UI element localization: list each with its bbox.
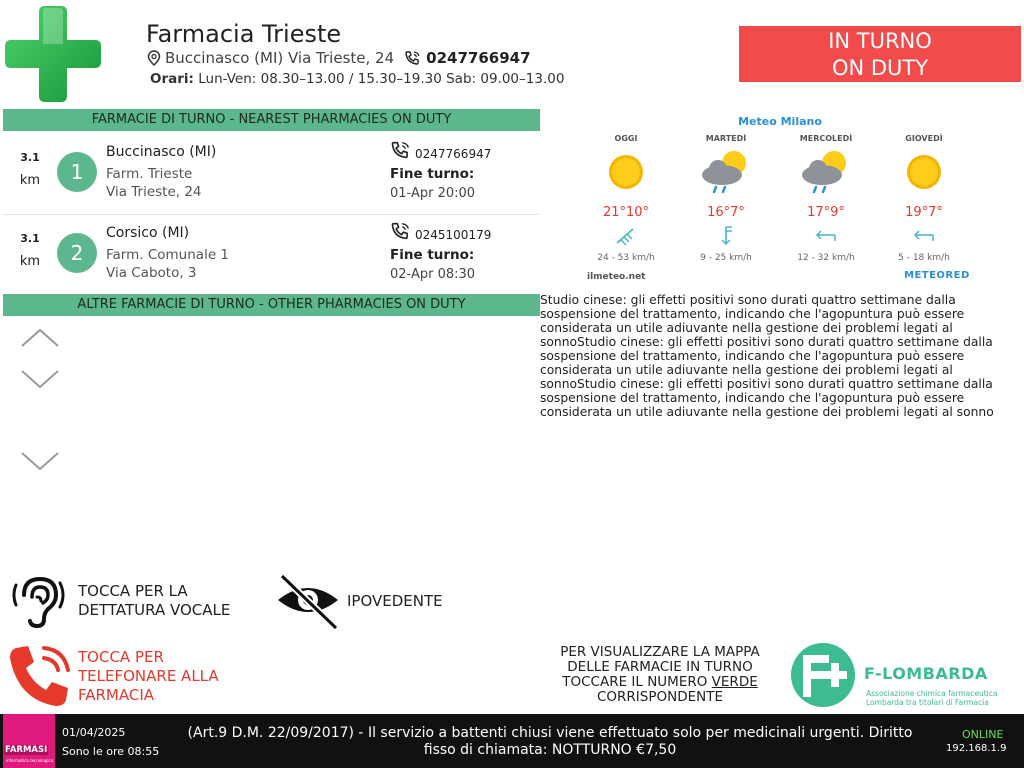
entry-city: Buccinasco (MI) xyxy=(106,144,217,160)
pharmacy-cross-logo xyxy=(3,4,103,104)
footer-time: Sono le ore 08:55 xyxy=(62,745,160,758)
weather-day: OGGI 21°10° 24 - 53 km/h xyxy=(597,134,655,263)
sun-icon xyxy=(598,149,654,195)
map-number-button[interactable]: 2 xyxy=(57,233,97,273)
distance: 3.1 km xyxy=(19,151,41,188)
map-number-button[interactable]: 1 xyxy=(57,152,97,192)
duty-badge-line1: IN TURNO xyxy=(828,29,932,53)
weather-day: MARTEDÌ 16°7° 9 - 25 km/h xyxy=(676,134,776,263)
entry-name: Farm. Trieste xyxy=(106,166,193,182)
end-shift-label: Fine turno: xyxy=(390,247,475,263)
eye-slash-icon[interactable] xyxy=(274,572,342,632)
pharmacy-name: Farmacia Trieste xyxy=(146,20,342,48)
federation-name: F-LOMBARDA xyxy=(864,664,988,683)
hours-value: Lun-Ven: 08.30–13.00 / 15.30–19.30 Sab: 09.00–13.00 xyxy=(198,71,565,87)
footer-notice: (Art.9 D.M. 22/09/2017) - Il servizio a battenti chiusi viene effettuato solo per medicinali urgenti. Diritto fisso di chiamata: NOTTURNO €7,50 xyxy=(187,725,913,758)
phone-call-icon[interactable] xyxy=(6,642,76,710)
distance: 3.1 km xyxy=(19,232,41,269)
ip-address: 192.168.1.9 xyxy=(946,743,1007,754)
location-pin-icon xyxy=(147,50,161,66)
footer-date: 01/04/2025 xyxy=(62,726,126,739)
pharmacy-entry[interactable] xyxy=(3,134,540,215)
news-text: Studio cinese: gli effetti positivi sono durati quattro settimane dalla sospensione del trattamento, indicando che l'agopuntura può essere considerata un utile adiuvante nella gestione dei problemi legati al sonnoStudio cinese: gli effetti positivi sono durati quattro settimane dalla sospensione del trattamento, indicando che l'agopuntura può essere considerata un utile adiuvante nella gestione dei problemi legati al sonnoStudio cinese: gli effetti positivi sono durati quattro settimane dalla sospensione del trattamento, indicando che l'agopuntura può essere considerata un utile adiuvante nella gestione dei problemi legati al sonno xyxy=(540,293,994,419)
hours-label: Orari: xyxy=(150,71,194,87)
wind-direction-icon xyxy=(713,224,739,246)
entry-street: Via Caboto, 3 xyxy=(106,265,197,281)
nearest-pharmacies-header: FARMACIE DI TURNO - NEAREST PHARMACIES ON DUTY xyxy=(3,109,540,131)
weather-source[interactable]: ilmeteo.net xyxy=(587,272,646,282)
end-shift-value: 01-Apr 20:00 xyxy=(390,186,476,201)
entry-street: Via Trieste, 24 xyxy=(106,184,202,200)
entry-name: Farm. Comunale 1 xyxy=(106,247,230,263)
federation-subtitle: Associazione chimica farmaceutica Lombarda tra titolari di Farmacia xyxy=(866,689,998,707)
entry-phone[interactable]: 0247766947 xyxy=(390,139,491,161)
sun-cloud-rain-icon xyxy=(698,149,754,195)
weather-widget xyxy=(580,112,980,287)
sun-cloud-rain-icon xyxy=(798,149,854,195)
chevron-down-icon[interactable] xyxy=(20,451,60,471)
call-pharmacy-button[interactable]: TOCCA PER TELEFONARE ALLA FARMACIA xyxy=(78,648,219,704)
end-shift-label: Fine turno: xyxy=(390,166,475,182)
weather-title: Meteo Milano xyxy=(738,115,822,128)
chevron-up-icon[interactable] xyxy=(20,328,60,348)
weather-day: GIOVEDÌ 19°7° 5 - 18 km/h xyxy=(874,134,974,263)
phone-icon xyxy=(390,139,412,161)
weather-day: MERCOLEDÌ 17°9° 12 - 32 km/h xyxy=(797,134,855,263)
wind-direction-icon xyxy=(813,224,839,246)
wind-direction-icon xyxy=(911,224,937,246)
weather-provider-logo[interactable]: METEORED xyxy=(904,270,970,281)
farmasi-logo: FARMASI informatica tecnologica xyxy=(3,714,55,768)
pharmacy-entry[interactable] xyxy=(3,215,540,295)
wind-direction-icon xyxy=(613,224,639,246)
f-lombarda-logo xyxy=(789,641,859,709)
phone-icon xyxy=(390,220,412,242)
entry-phone[interactable]: 0245100179 xyxy=(390,220,491,242)
duty-badge-line2: ON DUTY xyxy=(831,56,929,80)
pharmacy-address: Buccinasco (MI) Via Trieste, 24 xyxy=(165,49,395,67)
voice-dictation-button[interactable]: TOCCA PER LA DETTATURA VOCALE xyxy=(78,582,231,619)
ear-icon[interactable] xyxy=(12,575,68,629)
opening-hours xyxy=(150,71,564,87)
footer-bar xyxy=(0,714,1024,768)
pharmacy-phone-number: 0247766947 xyxy=(426,49,531,67)
sun-icon xyxy=(896,149,952,195)
end-shift-value: 02-Apr 08:30 xyxy=(390,267,476,282)
low-vision-button[interactable]: IPOVEDENTE xyxy=(347,592,443,610)
chevron-down-icon[interactable] xyxy=(20,369,60,389)
entry-city: Corsico (MI) xyxy=(106,225,190,241)
map-hint: PER VISUALIZZARE LA MAPPA DELLE FARMACIE IN TURNO TOCCARE IL NUMERO VERDE CORRISPONDENTE xyxy=(560,644,760,705)
connection-status: ONLINE xyxy=(962,728,1004,741)
pharmacy-phone[interactable] xyxy=(404,49,530,67)
pharmacy-address-row xyxy=(147,49,531,67)
phone-icon xyxy=(404,50,422,66)
other-pharmacies-header: ALTRE FARMACIE DI TURNO - OTHER PHARMACIES ON DUTY xyxy=(3,294,540,316)
on-duty-badge xyxy=(739,26,1021,82)
